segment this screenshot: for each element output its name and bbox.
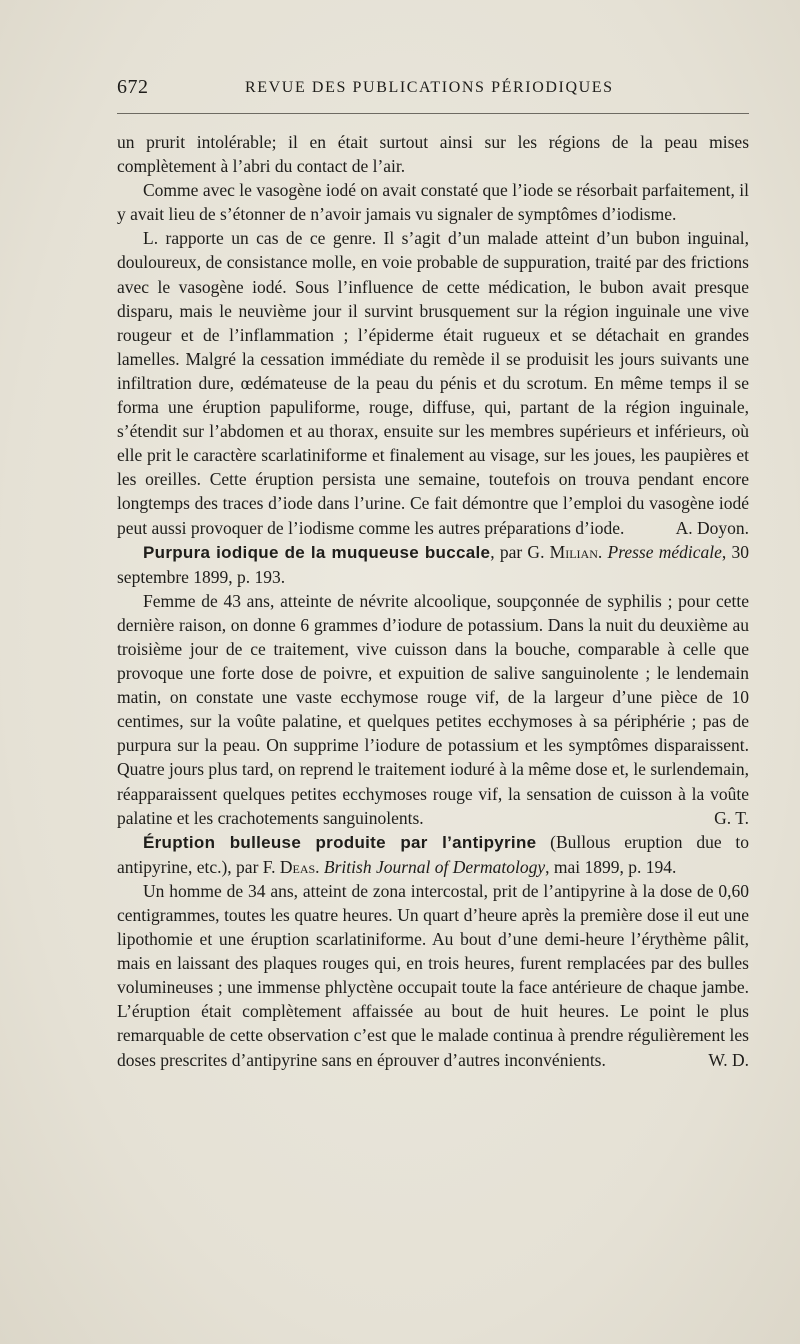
paragraph-text: Femme de 43 ans, atteinte de névrite alcoolique, soupçonnée de syphilis ; pour cette dernière raison, on donne 6 grammes d’iodure de potassium. Dans la nuit du deuxième au troisième jour de ce traitement, vive cuisson dans la bouche, comparable à celle que provoque une forte dose de poivre, et expuition de salive sanguinolente ; le lendemain matin, on constate une vaste ecchymose rouge vif, de la largeur d’une pièce de 10 centimes, sur la voûte palatine, et quelques petites ecchymoses à sa périphérie ; pas de purpura sur la peau. On supprime l’iodure de potassium et les symptômes disparaissent. Quatre jours plus tard, on reprend le traitement ioduré à la même dose et, le surlendemain, réapparaissent quelques petites ecchymoses rouge vif, la sensation de cuisson à la voûte palatine et les crachotements sanguinolents. [117, 590, 749, 828]
article-title: Éruption bulleuse produite par l’antipyrine [143, 832, 537, 852]
article-body [117, 130, 749, 1072]
article-heading: Éruption bulleuse produite par l’antipyrine (Bullous eruption due to antipyrine, etc.), par F. Deas. British Journal of Dermatology, mai 1899, p. 194. [117, 831, 749, 877]
page-number: 672 [117, 76, 149, 98]
author-name: Deas [279, 856, 316, 877]
paragraph [117, 589, 749, 830]
signature: W. D. [708, 1049, 749, 1070]
signature: G. T. [714, 807, 749, 828]
signature: A. Doyon. [675, 517, 749, 538]
running-head: REVUE DES PUBLICATIONS PÉRIODIQUES [245, 79, 614, 96]
page-header [117, 76, 749, 106]
reference: , mai 1899, p. 194. [545, 856, 677, 877]
paragraph [117, 226, 749, 539]
paragraph-continued: un prurit intolérable; il en était surtout ainsi sur les régions de la peau mises complètement à l’abri du contact de l’air. [117, 132, 749, 177]
journal-name: British Journal of Dermatology [323, 856, 546, 877]
subtitle: (Bullous eruption due to antipyrine, etc.), par F. [117, 831, 749, 877]
paragraph-text: L. rapporte un cas de ce genre. Il s’agit d’un malade atteint d’un bubon inguinal, douloureux, de consistance molle, en voie probable de suppuration, traité par des frictions avec le vasogène iodé. Sous l’influence de cette médication, le bubon avait presque disparu, mais le neuvième jour il survint brusquement sur la région inguinale une vive rougeur et de l’inflammation ; l’épiderme était rugueux et se détachait en grandes lamelles. Malgré la cessation immédiate du remède il se produisit les jours suivants une infiltration dure, œdémateuse de la peau du pénis et du scrotum. En même temps il se forma une éruption papuliforme, rouge, diffuse, qui, partant de la région inguinale, s’étendit sur l’abdomen et au thorax, ensuite sur les membres supérieurs et inférieurs, où elle prit le caractère scarlatiniforme et finalement au visage, sur les joues, les paupières et les oreilles. Cette éruption persista une semaine, toutefois on trouva pendant encore longtemps des traces d’iode dans l’urine. Ce fait démontre que l’emploi du vasogène iodé peut aussi provoquer de l’iodisme comme les autres préparations d’iode. [117, 228, 749, 538]
author-name: Milian [549, 541, 598, 562]
reference: , 30 septembre 1899, p. 193. [117, 541, 750, 587]
paragraph-text: Un homme de 34 ans, atteint de zona intercostal, prit de l’antipyrine à la dose de 0,60 centigrammes, toutes les quatre heures. Un quart d’heure après la première dose il eut une lipothomie et une éruption scarlatiniforme. Au bout d’une demi-heure l’érythème pâlit, mais en laissant des plaques rouges qui, en trois heures, furent remplacées par des bulles volumineuses ; une immense phlyctène occupait toute la face antérieure de chaque jambe. L’éruption était complètement affaissée au bout de huit heures. Le point le plus remarquable de cette observation c’est que le malade continua à prendre régulièrement les doses prescrites d’antipyrine sans en éprouver d’autres inconvénients. [117, 880, 749, 1070]
article-title: Purpura iodique de la muqueuse buccale [143, 542, 491, 562]
paragraph: Comme avec le vasogène iodé on avait constaté que l’iode se résorbait parfaitement, il y avait lieu de s’étonner de n’avoir jamais vu signaler de symptômes d’iodisme. [117, 180, 749, 225]
byline: , par G. [490, 541, 550, 562]
journal-name: Presse médicale [607, 541, 722, 562]
paragraph [117, 879, 749, 1072]
header-rule [117, 113, 749, 114]
article-heading: Purpura iodique de la muqueuse buccale, par G. Milian. Presse médicale, 30 septembre 1899, p. 193. [117, 541, 750, 587]
